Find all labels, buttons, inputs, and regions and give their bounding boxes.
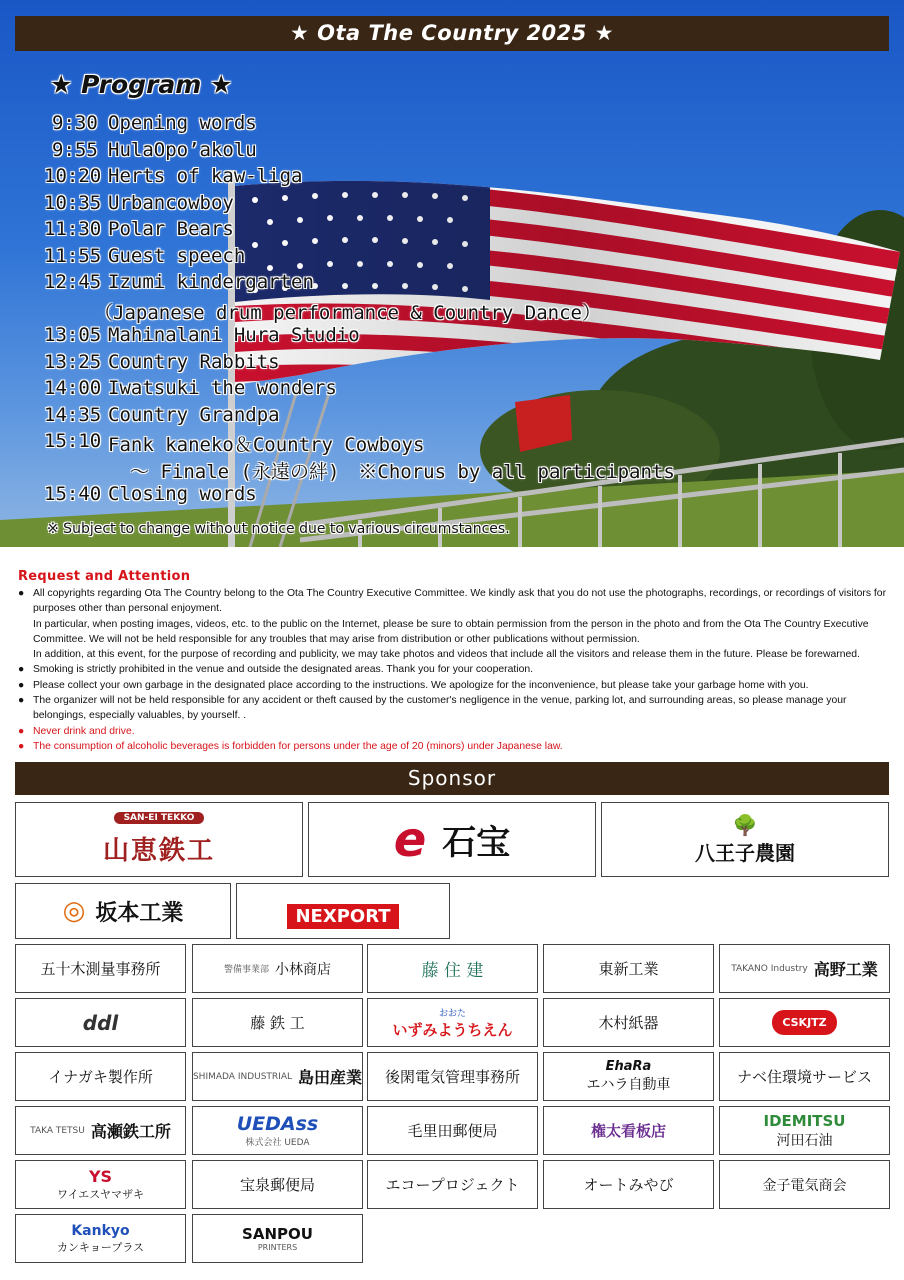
sponsor-box	[192, 1106, 363, 1155]
program-time: 10:35	[44, 191, 102, 214]
event-title-banner: ★ Ota The Country 2025 ★	[15, 16, 889, 51]
request-item	[18, 662, 890, 677]
bullet-icon: ●	[18, 740, 25, 752]
program-name: Herts of kaw-liga	[108, 165, 303, 187]
sponsor-box	[543, 1106, 714, 1155]
program-name: （Japanese drum performance & Country Dance）	[94, 301, 601, 324]
request-item	[18, 586, 890, 617]
sponsor-name: SANPOU	[242, 1225, 313, 1243]
sponsor-subtitle: TAKA TETSU	[30, 1125, 85, 1136]
sponsor-box	[719, 1052, 890, 1101]
sponsor-box	[192, 1214, 363, 1263]
sponsor-box	[543, 1160, 714, 1209]
bullet-icon: ●	[18, 695, 25, 707]
sponsor-name: 五十木測量事務所	[40, 960, 161, 978]
sponsor-box	[15, 1052, 186, 1101]
program-name: Guest speech	[108, 244, 246, 267]
request-title: Request and Attention	[18, 569, 191, 584]
sponsor-name: 八王子農園	[695, 841, 795, 865]
bullet-icon: ●	[18, 588, 25, 599]
program-name: Closing words	[108, 483, 257, 505]
request-list	[18, 586, 890, 754]
sponsor-box	[236, 883, 450, 939]
sponsor-name: オートみやび	[583, 1176, 674, 1194]
bullet-icon: ●	[18, 725, 25, 737]
program-time: 12:45	[44, 271, 102, 293]
sponsor-box	[367, 1160, 538, 1209]
sponsor-box	[601, 802, 889, 877]
request-text: The organizer will not be held responsible for any accident or theft caused by the customer's negligence in the venue, parking lot, and surrounding areas, so please manage your belongings, especially valuables, by yourself. .	[33, 695, 847, 722]
sponsor-box	[719, 944, 890, 993]
program-name: Country Rabbits	[108, 350, 280, 373]
sponsor-box	[192, 1160, 363, 1209]
bullet-icon: ●	[18, 679, 25, 691]
sponsor-box	[308, 802, 596, 877]
program-name: Iwatsuki the wonders	[108, 377, 337, 399]
sponsor-box	[15, 1106, 186, 1155]
program-time: 9:55	[52, 138, 98, 161]
sponsor-box	[15, 1214, 186, 1263]
program-name: Opening words	[108, 112, 257, 134]
request-item	[18, 739, 890, 754]
ishiho-logo-icon: e	[393, 811, 427, 868]
request-item	[18, 678, 890, 693]
sponsor-box	[15, 944, 186, 993]
sponsor-subtitle: SAN-EI TEKKO	[114, 812, 205, 824]
sponsor-name: 高野工業	[813, 960, 878, 979]
request-item	[18, 724, 890, 739]
sponsor-name: 後閑電気管理事務所	[384, 1068, 520, 1086]
sponsor-box	[367, 1106, 538, 1155]
sponsor-subtitle: EhaRa	[605, 1059, 652, 1074]
program-name: Polar Bears	[108, 218, 234, 240]
sponsor-name: 石宝	[442, 823, 511, 863]
request-text: All copyrights regarding Ota The Country belong to the Ota The Country Executive Committee. We kindly ask that you do not use the photographs, recordings, or recordings of visitors for purposes other than personal enjoyment.	[33, 588, 887, 615]
sponsor-name: 宝泉郵便局	[239, 1176, 315, 1194]
sponsor-box	[367, 944, 538, 993]
program-title: ★ Program ★	[50, 70, 233, 99]
request-text: The consumption of alcoholic beverages is forbidden for persons under the age of 20 (minors) under Japanese law.	[33, 740, 563, 752]
program-note: ※ Subject to change without notice due to various circumstances.	[47, 521, 510, 537]
program-time: 10:20	[44, 165, 102, 187]
program-name: ～ Finale (永遠の絆) ※Chorus by all participants	[130, 460, 675, 483]
request-text: In addition, at this event, for the purpose of recording and publicity, we may take photos and videos that include all the visitors and release them in the future. Please be forewarned.	[33, 649, 860, 661]
sponsor-name: ddl	[82, 1010, 119, 1035]
tree-logo-icon: 🌳	[732, 813, 758, 837]
sponsor-name: 山恵鉄工	[102, 836, 215, 866]
sponsor-name: ワイエスヤマザキ	[56, 1188, 144, 1201]
request-text: Never drink and drive.	[33, 725, 135, 737]
sponsor-box	[719, 1160, 890, 1209]
hero-photo	[0, 0, 904, 547]
program-time: 13:05	[44, 324, 102, 346]
program-name: Country Grandpa	[108, 403, 280, 426]
program-name: Urbancowboy	[108, 191, 234, 214]
request-text: Please collect your own garbage in the designated place according to the instructions. We apologize for the inconvenience, but please take your garbage home with you.	[33, 679, 809, 691]
sponsor-box	[15, 883, 231, 939]
sponsor-header: Sponsor	[15, 762, 889, 795]
sponsor-name: エコープロジェクト	[385, 1176, 520, 1194]
sponsor-subtitle: SHIMADA INDUSTRIAL	[192, 1071, 293, 1082]
sponsor-name: NEXPORT	[287, 904, 398, 929]
sponsor-box	[192, 1052, 363, 1101]
sponsor-box	[543, 944, 714, 993]
sponsor-box	[367, 998, 538, 1047]
sponsor-name: 毛里田郵便局	[407, 1122, 498, 1140]
sponsor-subtitle: IDEMITSU	[763, 1111, 846, 1130]
sponsor-subtitle: Kankyo	[71, 1222, 130, 1239]
sponsor-subtitle: PRINTERS	[257, 1243, 298, 1252]
sponsor-box	[15, 1160, 186, 1209]
sponsor-name: カンキョープラス	[56, 1240, 145, 1254]
program-time: 11:55	[44, 244, 102, 267]
program-time: 9:30	[52, 112, 98, 134]
sponsor-box	[543, 998, 714, 1047]
sponsor-name: いずみようちえん	[392, 1020, 513, 1039]
sponsor-name: 河田石油	[776, 1132, 833, 1149]
program-time: 11:30	[44, 218, 102, 240]
sponsor-name: UEDAss	[236, 1113, 319, 1135]
request-item	[18, 617, 890, 648]
request-item	[18, 693, 890, 724]
sponsor-name: 島田産業	[298, 1068, 363, 1087]
bullet-icon: ●	[18, 664, 25, 676]
sponsor-box	[192, 944, 363, 993]
sponsor-subtitle: TAKANO Industry	[731, 963, 808, 974]
sponsor-name: 坂本工業	[95, 900, 184, 926]
sponsor-name: ナベ住環境サービス	[736, 1068, 872, 1086]
sponsor-box	[15, 802, 303, 877]
sponsor-subtitle: 警備事業部	[223, 965, 269, 975]
sponsor-box	[15, 998, 186, 1047]
sponsor-subtitle: YS	[88, 1167, 113, 1186]
program-name: HulaOpo’akolu	[108, 138, 257, 161]
sponsor-name: 藤 鉄 工	[250, 1014, 305, 1032]
program-name: Izumi kindergarten	[108, 271, 314, 293]
sponsor-box	[543, 1052, 714, 1101]
sponsor-name: 権太看板店	[590, 1122, 666, 1140]
program-time: 14:35	[44, 403, 102, 426]
sponsor-name: 木村紙器	[598, 1014, 659, 1032]
request-text: Smoking is strictly prohibited in the venue and outside the designated areas. Thank you for your cooperation.	[33, 664, 534, 676]
sponsor-name: エハラ自動車	[586, 1077, 671, 1093]
program-time: 15:40	[44, 483, 102, 505]
sponsor-name: 高瀬鉄工所	[90, 1122, 171, 1141]
sponsor-name: 藤 住 建	[421, 961, 484, 981]
program-name: Mahinalani Hura Studio	[108, 324, 360, 346]
sponsor-name: イナガキ製作所	[48, 1068, 153, 1086]
sponsor-subtitle: おおた	[438, 1008, 466, 1019]
request-item	[18, 647, 890, 662]
program-time: 15:10	[44, 430, 102, 452]
sponsor-name: 金子電気商会	[762, 1177, 847, 1194]
sponsor-box	[719, 1106, 890, 1155]
program-time: 14:00	[44, 377, 102, 399]
sponsor-box	[719, 998, 890, 1047]
sponsor-box	[367, 1052, 538, 1101]
program-name: Fank kaneko＆Country Cowboys	[108, 434, 425, 456]
sponsor-name: 小林商店	[275, 961, 331, 978]
sponsor-subtitle: 株式会社 UEDA	[245, 1138, 310, 1148]
sponsor-box	[192, 998, 363, 1047]
request-text: In particular, when posting images, videos, etc. to the public on the Internet, please be sure to obtain permission from the person in the photo and from the Ota The Country Executive Committee. We will not be held responsible for any troubles that may arise from distribution or other publications without permission.	[33, 618, 869, 645]
swirl-logo-icon: ◎	[62, 896, 86, 926]
program-time: 13:25	[44, 350, 102, 373]
sponsor-name: 東新工業	[598, 960, 659, 978]
sponsor-name: CSKJTZ	[772, 1010, 836, 1035]
